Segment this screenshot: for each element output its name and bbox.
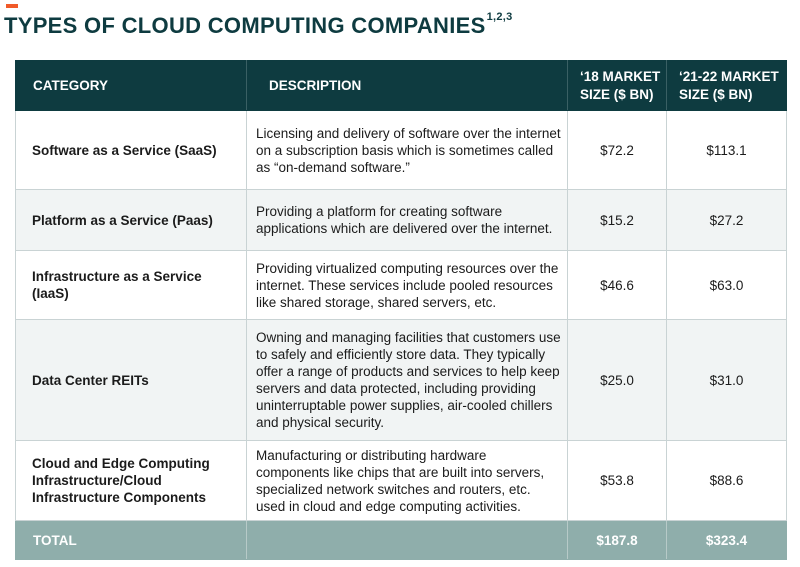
- table-total-row: [16, 521, 787, 560]
- row-description: Providing a platform for creating software applications which are delivered over the internet.: [247, 190, 568, 251]
- table-row: [16, 111, 787, 190]
- total-market-2021-22: $323.4: [667, 521, 787, 560]
- column-header-market-2018: ‘18 MARKET SIZE ($ BN): [568, 61, 667, 111]
- table-row: [16, 251, 787, 320]
- table-row: [16, 190, 787, 251]
- row-market-2018: $15.2: [568, 190, 667, 251]
- row-category: Software as a Service (SaaS): [16, 111, 247, 190]
- row-market-2018: $53.8: [568, 441, 667, 521]
- row-market-2018: $46.6: [568, 251, 667, 320]
- row-category: Cloud and Edge Computing Infrastructure/Cloud Infrastructure Components: [16, 441, 247, 521]
- total-label: TOTAL: [16, 521, 247, 560]
- row-description: Owning and managing facilities that customers use to safely and efficiently store data. They typically offer a range of products and services to help keep servers and data protected, including providing uninterruptable power supplies, air-cooled chillers and physical security.: [247, 320, 568, 441]
- page-title: [4, 13, 513, 39]
- column-header-market-2021-22: ‘21-22 MARKET SIZE ($ BN): [667, 61, 787, 111]
- row-market-2018: $72.2: [568, 111, 667, 190]
- page-title-text: TYPES OF CLOUD COMPUTING COMPANIES: [4, 13, 486, 38]
- column-header-description: DESCRIPTION: [247, 61, 568, 111]
- row-market-2018: $25.0: [568, 320, 667, 441]
- row-category: Platform as a Service (Paas): [16, 190, 247, 251]
- table-row: [16, 320, 787, 441]
- row-market-2021-22: $63.0: [667, 251, 787, 320]
- footnote-refs: 1,2,3: [486, 11, 513, 23]
- row-category: Data Center REITs: [16, 320, 247, 441]
- row-market-2021-22: $88.6: [667, 441, 787, 521]
- row-description: Providing virtualized computing resources over the internet. These services include pooled resources like shared storage, shared servers, etc.: [247, 251, 568, 320]
- total-description: [247, 521, 568, 560]
- row-description: Licensing and delivery of software over the internet on a subscription basis which is sometimes called as “on-demand software.”: [247, 111, 568, 190]
- row-category: Infrastructure as a Service (IaaS): [16, 251, 247, 320]
- column-header-category: CATEGORY: [16, 61, 247, 111]
- table-header-row: [16, 61, 787, 111]
- row-description: Manufacturing or distributing hardware components like chips that are built into servers, specialized network switches and routers, etc. used in cloud and edge computing activities.: [247, 441, 568, 521]
- row-market-2021-22: $113.1: [667, 111, 787, 190]
- total-market-2018: $187.8: [568, 521, 667, 560]
- table-row: [16, 441, 787, 521]
- title-accent-bar: [6, 4, 18, 8]
- row-market-2021-22: $31.0: [667, 320, 787, 441]
- row-market-2021-22: $27.2: [667, 190, 787, 251]
- cloud-companies-table: [15, 60, 787, 560]
